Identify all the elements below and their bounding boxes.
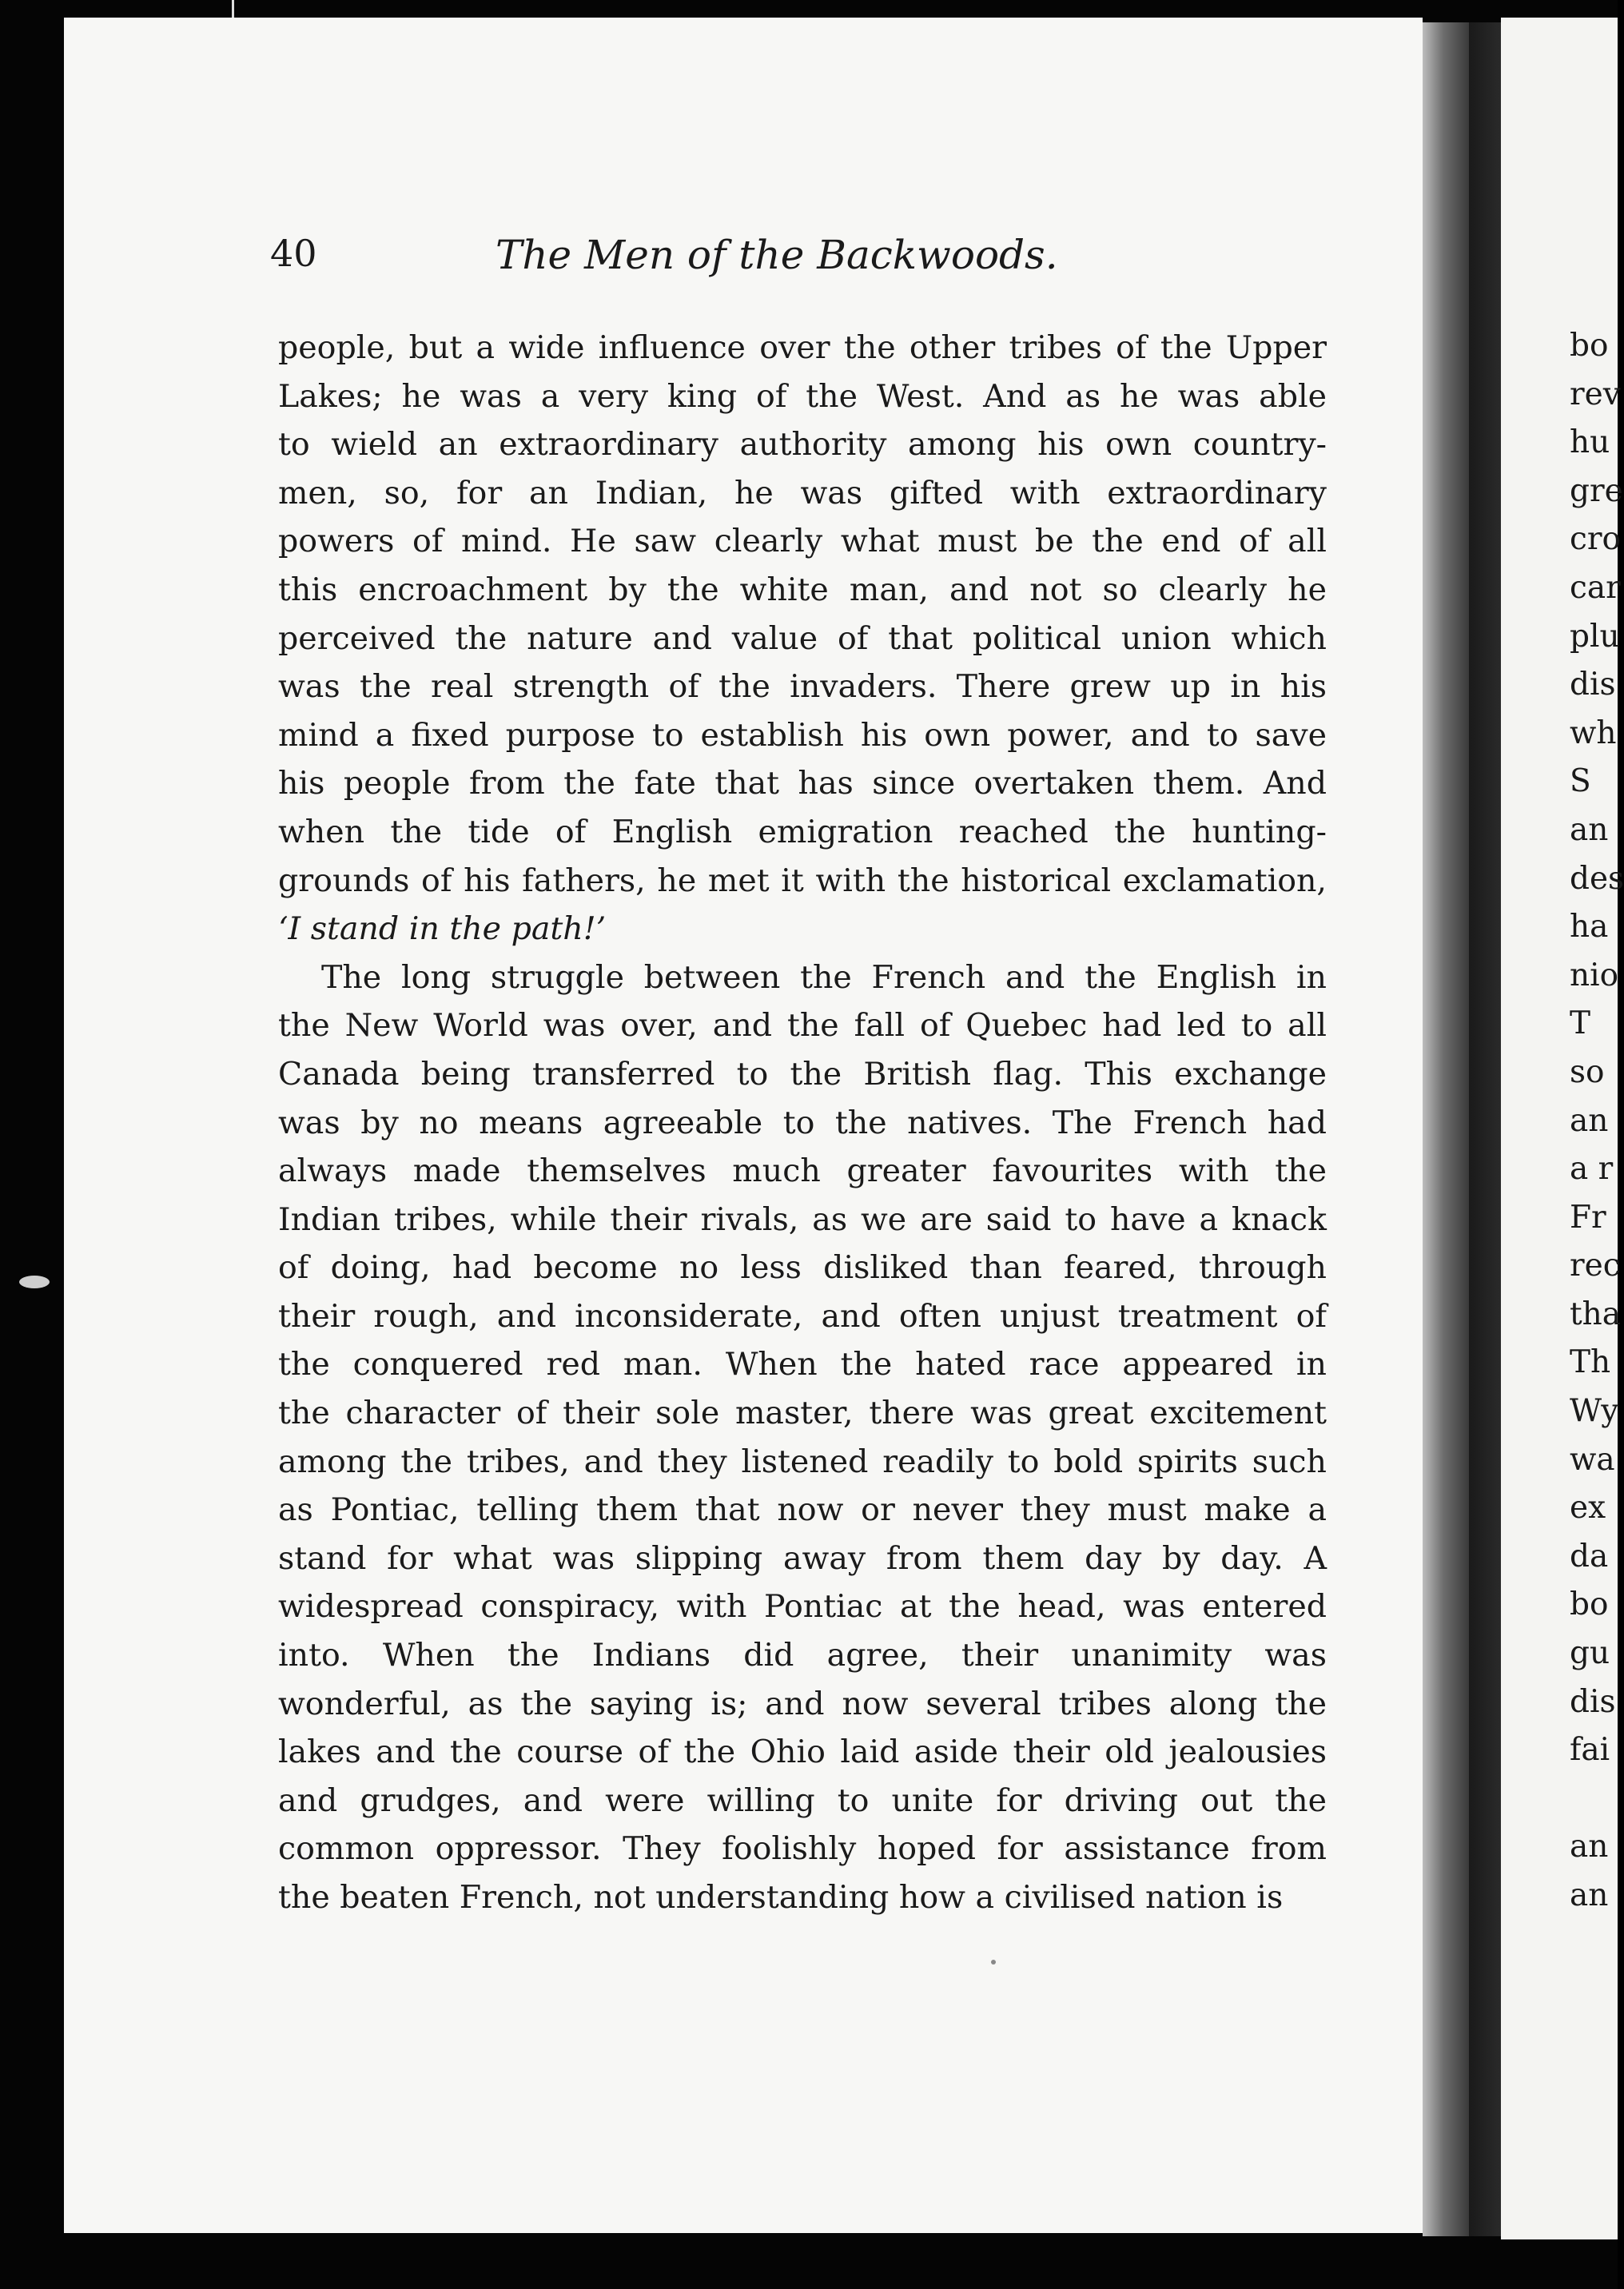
fragment-line: ex (1570, 1490, 1606, 1527)
fragment-line: Wy (1570, 1393, 1619, 1430)
scan-mark (232, 0, 234, 18)
text-line: men, so, for an Indian, he was gifted with extraordinary (278, 474, 1327, 512)
text-line: always made themselves much greater favourites with the (278, 1152, 1327, 1190)
text-line: mind a fixed purpose to establish his own power, and to save (278, 716, 1327, 754)
text-line: as Pontiac, telling them that now or never they must make a (278, 1491, 1327, 1529)
text-line: was the real strength of the invaders. There grew up in his (278, 668, 1327, 706)
fragment-line: rec (1570, 1248, 1621, 1284)
fragment-line: bo (1570, 328, 1609, 364)
text-line: grounds of his fathers, he met it with the historical exclamation, (278, 862, 1327, 899)
text-line: The long struggle between the French and the English in (321, 958, 1327, 996)
text-line: lakes and the course of the Ohio laid aside their old jealousies (278, 1734, 1327, 1771)
adjacent-page-text (1570, 322, 1624, 1921)
text-line: their rough, and inconsiderate, and often unjust treatment of (278, 1297, 1327, 1335)
text-line: ‘I stand in the path!’ (278, 910, 607, 948)
fragment-line: wh (1570, 715, 1617, 751)
running-title: The Men of the Backwoods. (496, 232, 1058, 278)
text-line: the character of their sole master, there was great excitement (278, 1395, 1327, 1432)
fragment-line: car (1570, 569, 1621, 606)
text-line: Lakes; he was a very king of the West. And as he was able (278, 377, 1327, 415)
text-line: powers of mind. He saw clearly what must be the end of all (278, 523, 1327, 560)
fragment-line: hu (1570, 424, 1610, 461)
fragment-line: an (1570, 1877, 1609, 1913)
text-line: among the tribes, and they listened readily to bold spirits such (278, 1443, 1327, 1480)
text-line: perceived the nature and value of that political union which (278, 619, 1327, 657)
binding-gutter (1469, 22, 1501, 2236)
text-line: to wield an extraordinary authority among his own country- (278, 426, 1327, 464)
fragment-line: gre (1570, 472, 1623, 509)
fragment-line: dis (1570, 1683, 1616, 1720)
paper-speck (991, 1960, 996, 1965)
fragment-line: nio (1570, 957, 1619, 993)
fragment-line: bo (1570, 1586, 1609, 1623)
fragment-line: wa (1570, 1441, 1615, 1478)
page-edge-shadow (1423, 22, 1469, 2236)
fragment-line: so (1570, 1053, 1605, 1090)
fragment-line: T (1570, 1005, 1591, 1042)
fragment-line: plu (1570, 618, 1620, 655)
page-number: 40 (270, 232, 317, 275)
text-line: Indian tribes, while their rivals, as we are said to have a knack (278, 1200, 1327, 1238)
text-line: stand for what was slipping away from them day by day. A (278, 1539, 1327, 1577)
fragment-line: des (1570, 860, 1624, 897)
text-line: of doing, had become no less disliked than feared, through (278, 1249, 1327, 1287)
text-line: Canada being transferred to the British flag. This exchange (278, 1055, 1327, 1093)
fragment-line: rev (1570, 376, 1621, 412)
fragment-line: cro (1570, 521, 1621, 558)
fragment-line (1570, 1775, 1618, 1824)
fragment-line: da (1570, 1538, 1609, 1574)
page-header (270, 232, 1373, 288)
text-line: widespread conspiracy, with Pontiac at the head, was entered (278, 1588, 1327, 1626)
text-line: the beaten French, not understanding how a civilised nation is (278, 1879, 1284, 1916)
fragment-line: Fr (1570, 1199, 1606, 1236)
fragment-line: an (1570, 811, 1609, 848)
fragment-line: Th (1570, 1344, 1611, 1381)
text-line: the New World was over, and the fall of Quebec had led to all (278, 1007, 1327, 1045)
fragment-line: fai (1570, 1732, 1610, 1769)
fragment-line: tha (1570, 1296, 1622, 1332)
text-line: his people from the fate that has since overtaken them. And (278, 765, 1327, 802)
text-line: when the tide of English emigration reached the hunting- (278, 813, 1327, 850)
fragment-line: ha (1570, 909, 1609, 945)
text-line: into. When the Indians did agree, their unanimity was (278, 1637, 1327, 1674)
text-line: this encroachment by the white man, and not so clearly he (278, 571, 1327, 608)
fragment-line: gu (1570, 1635, 1610, 1672)
text-line: wonderful, as the saying is; and now several tribes along the (278, 1685, 1327, 1722)
text-line: and grudges, and were willing to unite for driving out the (278, 1781, 1327, 1819)
body-text (278, 324, 1327, 1922)
text-line: common oppressor. They foolishly hoped for assistance from (278, 1830, 1327, 1868)
fragment-line: a r (1570, 1151, 1614, 1188)
fragment-line: an (1570, 1829, 1609, 1865)
fragment-line: an (1570, 1102, 1609, 1139)
text-line: people, but a wide influence over the other tribes of the Upper (278, 329, 1327, 366)
margin-blot (19, 1276, 50, 1288)
fragment-line: S (1570, 763, 1591, 800)
text-line: the conquered red man. When the hated race appeared in (278, 1346, 1327, 1383)
fragment-line: dis (1570, 667, 1616, 703)
text-line: was by no means agreeable to the natives. The French had (278, 1104, 1327, 1141)
